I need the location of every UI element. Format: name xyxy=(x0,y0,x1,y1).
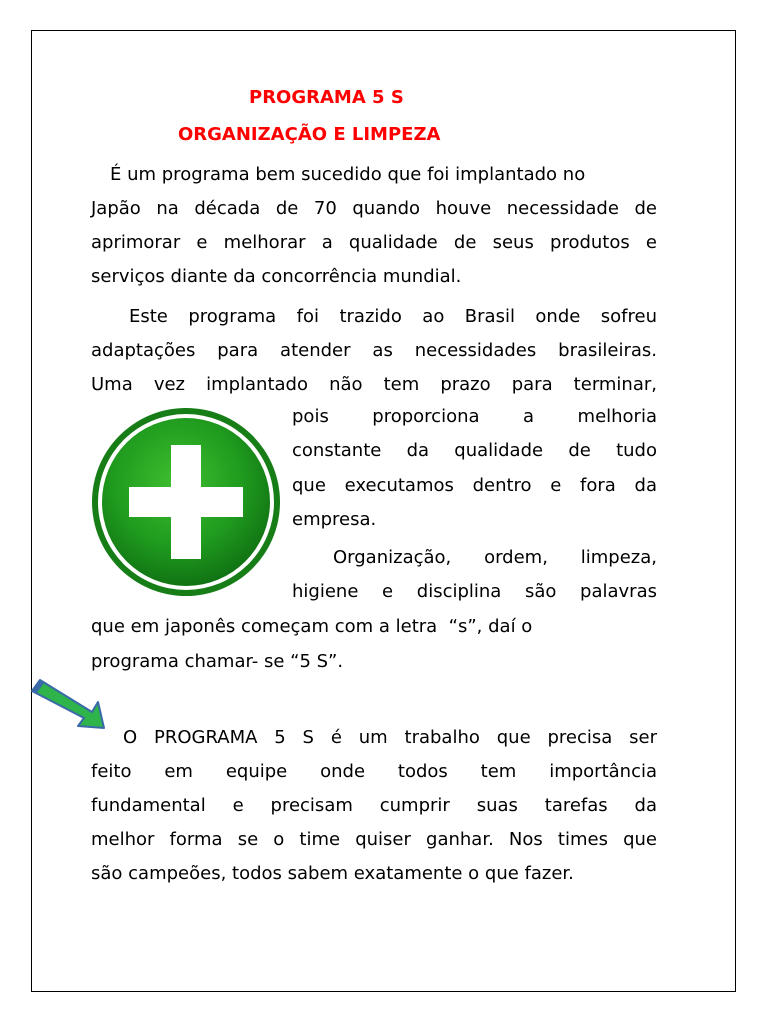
page-subtitle: ORGANIZAÇÃO E LIMPEZA xyxy=(178,124,441,145)
p2-line-6: que executamos dentro e fora da xyxy=(292,475,657,496)
p4-line-1: O PROGRAMA 5 S é um trabalho que precisa ser xyxy=(123,727,657,748)
p4-line-4: melhor forma se o time quiser ganhar. Nos times que xyxy=(91,829,657,850)
p2-line-7: empresa. xyxy=(292,509,377,530)
p3-line-1: Organização, ordem, limpeza, xyxy=(333,547,657,568)
p1-line-3: aprimorar e melhorar a qualidade de seus produtos e xyxy=(91,232,657,253)
p1-line-1: É um programa bem sucedido que foi implantado no xyxy=(110,164,586,185)
p3-line-4: programa chamar- se “5 S”. xyxy=(91,651,344,672)
p1-line-4: serviços diante da concorrência mundial. xyxy=(91,266,462,287)
p2-line-2: adaptações para atender as necessidades brasileiras. xyxy=(91,340,657,361)
p2-line-1: Este programa foi trazido ao Brasil onde sofreu xyxy=(129,306,657,327)
green-plus-icon xyxy=(91,407,281,597)
p4-line-5: são campeões, todos sabem exatamente o que fazer. xyxy=(91,863,574,884)
p4-line-2: feito em equipe onde todos tem importância xyxy=(91,761,657,782)
p3-line-3: que em japonês começam com a letra “s”, daí o xyxy=(91,616,533,637)
p4-line-3: fundamental e precisam cumprir suas tarefas da xyxy=(91,795,657,816)
green-arrow-icon xyxy=(30,676,108,732)
page-title: PROGRAMA 5 S xyxy=(249,87,404,108)
p3-line-2: higiene e disciplina são palavras xyxy=(292,581,657,602)
p2-line-5: constante da qualidade de tudo xyxy=(292,440,657,461)
p2-line-3: Uma vez implantado não tem prazo para terminar, xyxy=(91,374,657,395)
p1-line-2: Japão na década de 70 quando houve necessidade de xyxy=(91,198,657,219)
p2-line-4: pois proporciona a melhoria xyxy=(292,406,657,427)
